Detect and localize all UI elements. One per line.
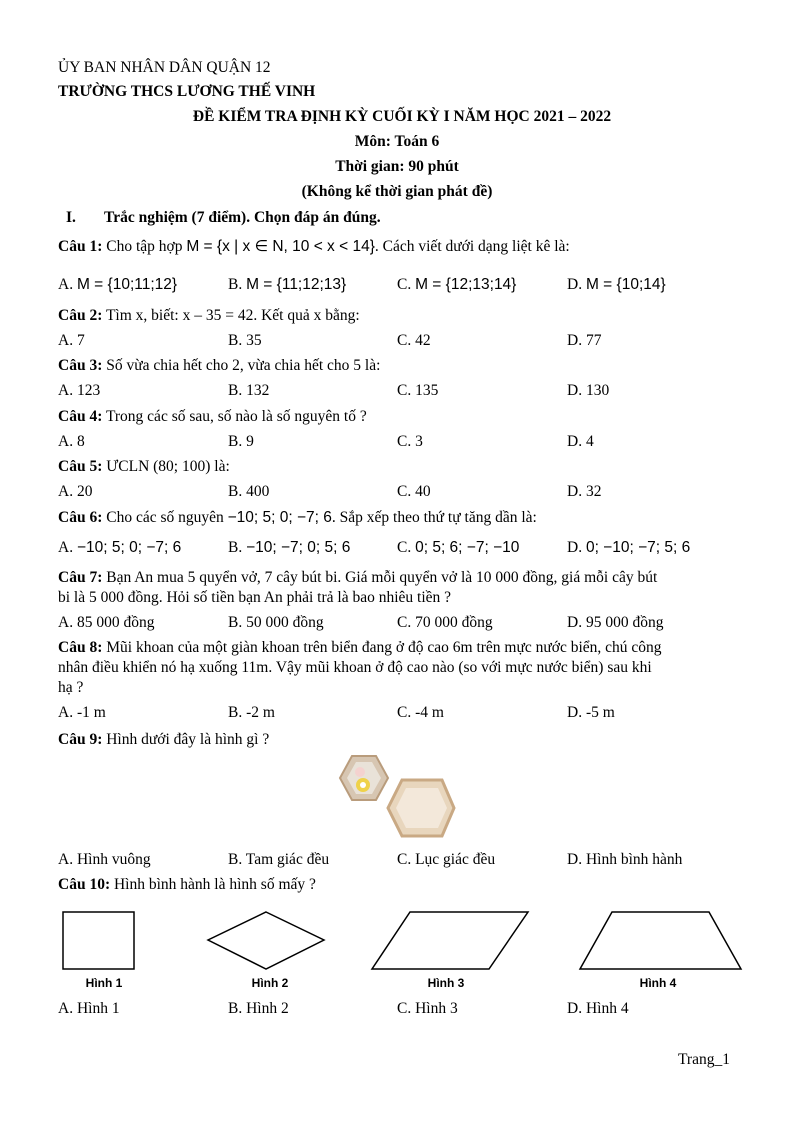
option-letter: A. [58, 276, 74, 293]
question-label: Câu 8: [58, 639, 103, 656]
q9-option-b[interactable]: B. Tam giác đều [228, 851, 330, 868]
option-letter: D. [567, 539, 583, 556]
q4-option-b[interactable]: B. 9 [228, 433, 254, 450]
q3-option-a[interactable]: A. 123 [58, 382, 101, 399]
question-text: Số vừa chia hết cho 2, vừa chia hết cho 5 là: [106, 357, 381, 374]
question-label: Câu 5: [58, 458, 103, 475]
section-number: I. [66, 209, 76, 226]
q7-option-a[interactable]: A. 85 000 đồng [58, 614, 155, 631]
question-label: Câu 3: [58, 357, 103, 374]
q5-option-c[interactable]: C. 40 [397, 483, 431, 500]
question-7 [58, 568, 657, 588]
option-letter: B. [228, 539, 243, 556]
q3-option-c[interactable]: C. 135 [397, 382, 439, 399]
q7-option-c[interactable]: C. 70 000 đồng [397, 614, 493, 631]
question-math: −10; 5; 0; −7; 6 [227, 509, 332, 526]
question-text: Cho tập hợp [106, 238, 183, 255]
question-label: Câu 1: [58, 238, 103, 255]
q1-option-c[interactable] [397, 275, 516, 295]
exam-time: Thời gian: 90 phút [335, 158, 459, 175]
q6-option-c[interactable] [397, 538, 519, 558]
q5-option-b[interactable]: B. 400 [228, 483, 270, 500]
question-label: Câu 4: [58, 408, 103, 425]
figure-1-label: Hình 1 [85, 976, 123, 990]
q3-option-b[interactable]: B. 132 [228, 382, 270, 399]
figure-1-rectangle [63, 912, 134, 969]
option-math: 0; −10; −7; 5; 6 [585, 539, 691, 556]
question-10 [58, 875, 316, 895]
question-text: Trong các số sau, số nào là số nguyên tố ? [105, 408, 367, 425]
q1-option-a[interactable] [58, 275, 177, 295]
shapes-figure [0, 900, 794, 975]
toy-decoration [360, 782, 366, 788]
question-7-line2: bi là 5 000 đồng. Hỏi số tiền bạn An phải trả là bao nhiêu tiền ? [58, 589, 452, 606]
hexagon-shelves-image [330, 752, 460, 842]
q8-option-c[interactable]: C. -4 m [397, 704, 444, 721]
question-text-after: . Sắp xếp theo thứ tự tăng dần là: [331, 509, 537, 526]
figure-2-rhombus [208, 912, 324, 969]
option-math: 0; 5; 6; −7; −10 [415, 539, 520, 556]
exam-title: ĐỀ KIỂM TRA ĐỊNH KỲ CUỐI KỲ I NĂM HỌC 2021 – 2022 [192, 108, 612, 125]
option-letter: D. [567, 276, 583, 293]
district-name: ỦY BAN NHÂN DÂN QUẬN 12 [58, 59, 271, 76]
q9-option-c[interactable]: C. Lục giác đều [397, 851, 496, 868]
q2-option-b[interactable]: B. 35 [228, 332, 262, 349]
option-letter: A. [58, 539, 74, 556]
figure-3-label: Hình 3 [427, 976, 465, 990]
q9-option-a[interactable]: A. Hình vuông [58, 851, 151, 868]
q1-option-d[interactable] [567, 275, 666, 295]
page-number: Trang_1 [678, 1051, 730, 1068]
school-name: TRƯỜNG THCS LƯƠNG THẾ VINH [58, 83, 316, 100]
q9-option-d[interactable]: D. Hình bình hành [567, 851, 683, 868]
figure-3-parallelogram [372, 912, 528, 969]
q4-option-d[interactable]: D. 4 [567, 433, 594, 450]
question-label: Câu 6: [58, 509, 103, 526]
question-9 [58, 730, 269, 750]
question-label: Câu 7: [58, 569, 103, 586]
question-label: Câu 9: [58, 731, 103, 748]
large-hexagon-inner [396, 788, 447, 828]
question-text: Mũi khoan của một giàn khoan trên biển đang ở độ cao 6m trên mực nước biển, chú công [106, 639, 662, 656]
question-label: Câu 10: [58, 876, 111, 893]
q6-option-b[interactable] [228, 538, 350, 558]
q2-option-d[interactable]: D. 77 [567, 332, 602, 349]
question-text: ƯCLN (80; 100) là: [106, 458, 230, 475]
q4-option-c[interactable]: C. 3 [397, 433, 423, 450]
q1-option-b[interactable] [228, 275, 346, 295]
section-title: Trắc nghiệm (7 điểm). Chọn đáp án đúng. [104, 209, 381, 226]
option-math: M = {12;13;14} [415, 276, 517, 293]
question-8-line3: hạ ? [58, 679, 84, 696]
q10-option-a[interactable]: A. Hình 1 [58, 1000, 120, 1017]
question-3 [58, 356, 380, 376]
subject: Môn: Toán 6 [354, 133, 440, 150]
question-4 [58, 407, 367, 427]
question-text: Hình dưới đây là hình gì ? [106, 731, 270, 748]
option-letter: B. [228, 276, 243, 293]
question-1 [58, 237, 570, 257]
option-letter: C. [397, 276, 412, 293]
toy-decoration [355, 767, 365, 777]
q4-option-a[interactable]: A. 8 [58, 433, 85, 450]
question-8 [58, 638, 662, 658]
option-math: M = {10;14} [585, 276, 666, 293]
question-text: Bạn An mua 5 quyển vở, 7 cây bút bi. Giá mỗi quyển vở là 10 000 đồng, giá mỗi cây bút [106, 569, 658, 586]
option-math: −10; 5; 0; −7; 6 [76, 539, 182, 556]
option-math: M = {10;11;12} [76, 276, 178, 293]
q5-option-a[interactable]: A. 20 [58, 483, 93, 500]
figure-4-label: Hình 4 [639, 976, 677, 990]
question-math: M = {x | x ∈ N, 10 < x < 14} [186, 238, 375, 255]
question-text-after: . Cách viết dưới dạng liệt kê là: [374, 238, 570, 255]
figure-2-label: Hình 2 [251, 976, 289, 990]
q8-option-d[interactable]: D. -5 m [567, 704, 615, 721]
question-2 [58, 306, 360, 326]
question-6 [58, 508, 537, 528]
q2-option-a[interactable]: A. 7 [58, 332, 85, 349]
q2-option-c[interactable]: C. 42 [397, 332, 431, 349]
q8-option-b[interactable]: B. -2 m [228, 704, 275, 721]
q8-option-a[interactable]: A. -1 m [58, 704, 106, 721]
q7-option-b[interactable]: B. 50 000 đồng [228, 614, 324, 631]
q10-option-b[interactable]: B. Hình 2 [228, 1000, 289, 1017]
q6-option-a[interactable] [58, 538, 181, 558]
exam-note: (Không kể thời gian phát đề) [301, 183, 493, 200]
q10-option-d[interactable]: D. Hình 4 [567, 1000, 629, 1017]
question-8-line2: nhân điều khiển nó hạ xuống 11m. Vậy mũi khoan ở độ cao nào (so với mực nước biển) sau khi [58, 659, 652, 676]
q7-option-d[interactable]: D. 95 000 đồng [567, 614, 664, 631]
q5-option-d[interactable]: D. 32 [567, 483, 602, 500]
q3-option-d[interactable]: D. 130 [567, 382, 610, 399]
option-math: −10; −7; 0; 5; 6 [246, 539, 351, 556]
option-letter: C. [397, 539, 412, 556]
question-label: Câu 2: [58, 307, 103, 324]
q10-option-c[interactable]: C. Hình 3 [397, 1000, 458, 1017]
option-math: M = {11;12;13} [246, 276, 347, 293]
question-5 [58, 457, 230, 477]
question-text: Tìm x, biết: x – 35 = 42. Kết quả x bằng: [105, 307, 360, 324]
q6-option-d[interactable] [567, 538, 690, 558]
figure-4-trapezoid [580, 912, 741, 969]
question-text: Cho các số nguyên [106, 509, 224, 526]
question-text: Hình bình hành là hình số mấy ? [113, 876, 316, 893]
